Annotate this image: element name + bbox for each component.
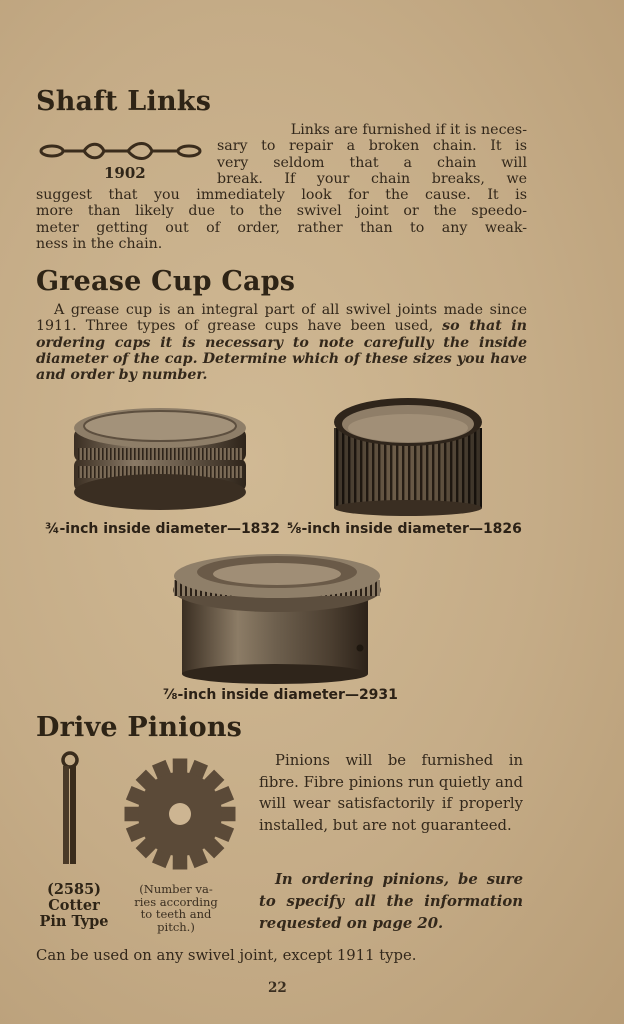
gear-caption [122,883,230,933]
shaft-links-heading: Shaft Links [36,86,212,117]
grease-cup-paragraph [36,302,527,383]
cap-1832-caption: ¾-inch inside diameter—1832 [45,521,280,537]
cap-1832-image [70,400,250,520]
cotter-pin-image [58,750,82,868]
shaft-line: more than likely due to the swivel joint or the speedo- [36,203,527,220]
cotter-pin-number: (2585) [46,881,102,898]
page-number: 22 [268,980,287,996]
shaft-line: very seldom that a chain will [217,154,527,171]
grease-cup-text: A grease cup is an integral part of all swivel joints made since 1911. Three types of grease cups have been used, [36,302,527,335]
shaft-links-text-full [36,187,527,252]
pinion-gear-image [120,754,240,874]
pinions-footer-note: Can be used on any swivel joint, except 1911 type. [36,947,417,964]
shaft-line: suggest that you immediately look for the cause. It is [36,187,527,203]
cap-1826-caption: ⅝-inch inside diameter—1826 [287,521,522,537]
cap-2931-caption: ⅞-inch inside diameter—2931 [163,687,398,703]
pinions-paragraph: Pinions will be furnished in fibre. Fibre pinions run quietly and will wear satisfactorily if properly installed, but are not guaranteed. [259,752,523,834]
cotter-pin-caption [34,882,114,930]
cotter-pin-label: Cotter [48,897,100,914]
cotter-pin-type: Pin Type [39,913,109,930]
gear-caption-line: pitch.) [157,919,195,934]
gear-caption-line: (Number va- [139,882,213,896]
chain-link-image [38,138,204,164]
cap-2931-image [170,544,384,686]
shaft-line: sary to repair a broken chain. It is [217,138,527,155]
shaft-line: ness in the chain. [36,235,163,252]
shaft-line: meter getting out of order, rather than to any weak- [36,219,527,236]
pinions-order-note: In ordering pinions, be sure to specify all the information requested on page 20. [259,871,523,932]
grease-cup-italic-text: so that in ordering caps it is necessary to note carefully the inside diameter of the cap. Determine which of these sizes you have and order by number. [36,318,527,384]
drive-pinions-heading: Drive Pinions [36,712,243,743]
grease-cup-caps-heading: Grease Cup Caps [36,266,296,297]
shaft-links-text-right [217,122,527,187]
shaft-line: Links are furnished if it is neces- [290,122,527,138]
gear-caption-line: ries according [134,894,218,909]
chain-figure-number: 1902 [104,164,146,182]
shaft-line: break. If your chain breaks, we [217,170,527,187]
gear-caption-line: to teeth and [140,907,212,921]
cap-1826-image [330,388,486,518]
